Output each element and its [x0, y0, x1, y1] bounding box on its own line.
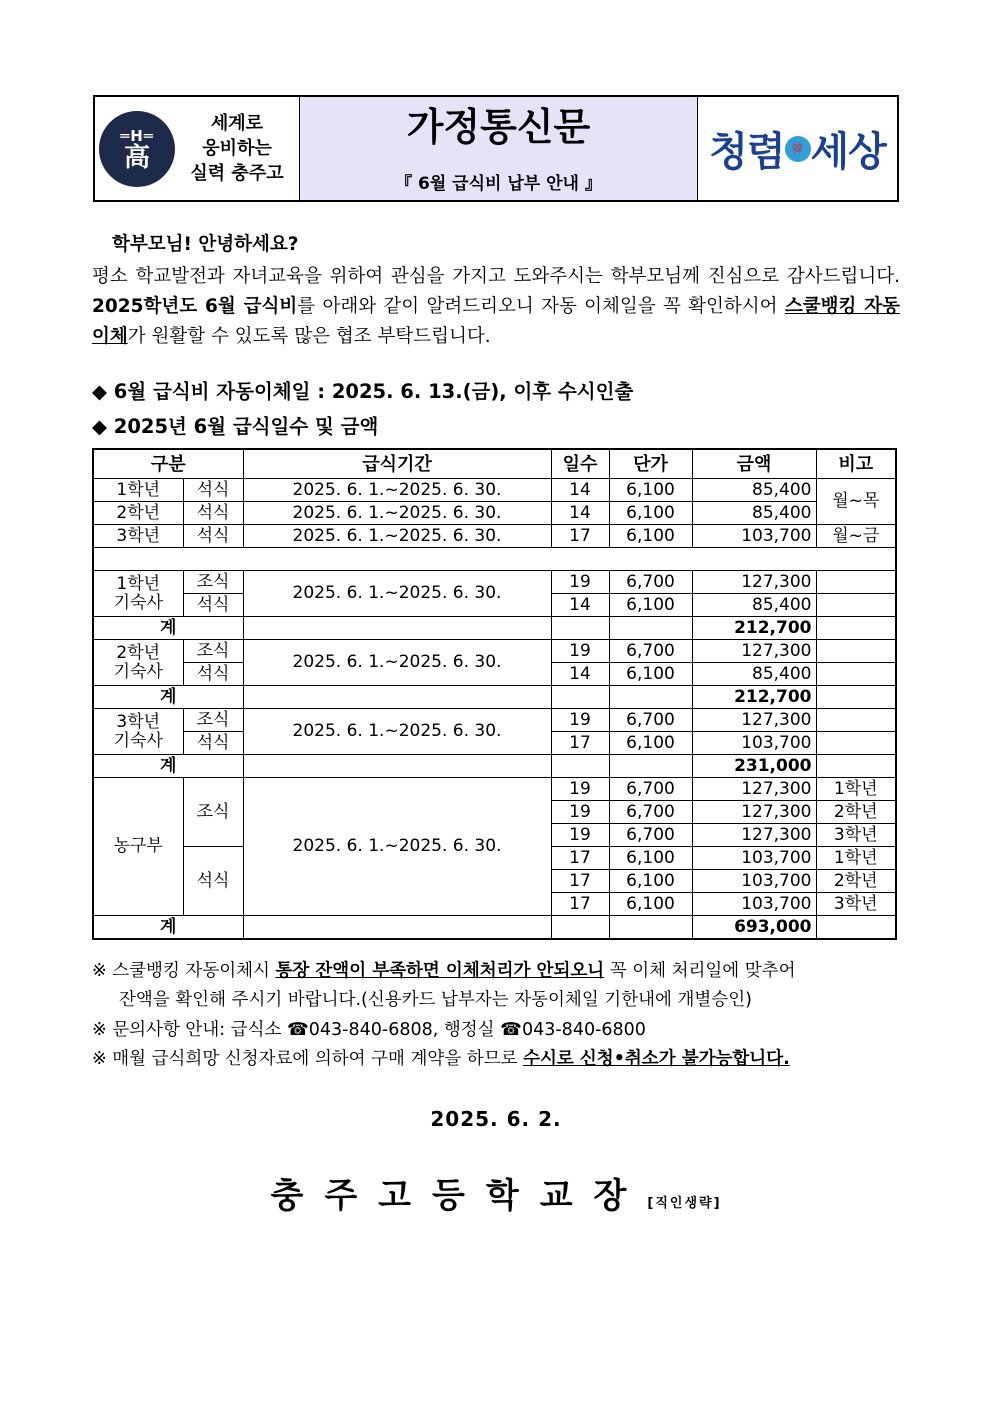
text-segment: 꼭 이체 처리일에 맞추어: [604, 961, 796, 981]
table-cell: 127,300: [692, 571, 816, 594]
table-cell: 석식: [183, 525, 243, 548]
table-cell: 6,700: [609, 571, 692, 594]
intro-paragraph: [92, 262, 900, 352]
table-cell: 계: [93, 686, 243, 709]
table-cell: [243, 617, 551, 640]
table-cell: 19: [551, 778, 609, 801]
seal-omitted: [직인생략]: [647, 1196, 722, 1211]
table-cell: 6,700: [609, 801, 692, 824]
table-cell: [816, 571, 896, 594]
table-cell: [816, 916, 896, 940]
table-cell: 6,700: [609, 709, 692, 732]
table-cell: 212,700: [692, 617, 816, 640]
table-cell: 2025. 6. 1.~2025. 6. 30.: [243, 571, 551, 617]
table-cell: 212,700: [692, 686, 816, 709]
text-segment: 수시로 신청•취소가 불가능합니다.: [523, 1049, 790, 1069]
table-cell: 석식: [183, 502, 243, 525]
table-cell: 85,400: [692, 502, 816, 525]
issue-date: 2025. 6. 2.: [430, 1107, 562, 1131]
table-cell: [816, 732, 896, 755]
table-cell: 2025. 6. 1.~2025. 6. 30.: [243, 640, 551, 686]
text-segment: 2025학년도 6월 급식비: [92, 296, 298, 317]
note-balance: [92, 957, 900, 986]
document-header: [93, 95, 899, 202]
table-cell: [609, 755, 692, 778]
table-row: [93, 502, 896, 525]
table-cell: 6,100: [609, 594, 692, 617]
table-cell: 조식: [183, 709, 243, 732]
grand-total-row: [93, 916, 896, 940]
table-cell: 2025. 6. 1.~2025. 6. 30.: [243, 778, 551, 916]
table-cell: [609, 686, 692, 709]
table-cell: 85,400: [692, 479, 816, 502]
note-balance-cont: 잔액을 확인해 주시기 바랍니다.(신용카드 납부자는 자동이체일 기한내에 개별승인): [119, 990, 752, 1010]
table-cell: 231,000: [692, 755, 816, 778]
table-cell: 17: [551, 847, 609, 870]
table-cell: 17: [551, 893, 609, 916]
table-cell: [816, 686, 896, 709]
table-cell: 127,300: [692, 640, 816, 663]
table-cell: 17: [551, 732, 609, 755]
table-cell: 127,300: [692, 778, 816, 801]
table-cell: [816, 663, 896, 686]
table-cell: [816, 640, 896, 663]
table-cell: [551, 916, 609, 940]
table-cell: 석식: [183, 594, 243, 617]
table-cell: 6,100: [609, 732, 692, 755]
table-cell: 월~금: [816, 525, 896, 548]
table-cell: 석식: [183, 847, 243, 916]
page-title: 가정통신문: [406, 105, 591, 149]
text-segment: 를 아래와 같이 알려드리오니 자동 이체일을 꼭 확인하시어: [297, 296, 785, 317]
signature-line: [0, 1168, 992, 1217]
table-cell: 급식기간: [243, 449, 551, 479]
table-cell: 14: [551, 663, 609, 686]
text-segment: 평소 학교발전과 자녀교육을 위하여 관심을 가지고 도와주시는 학부모님께 진심으로 감사드립니다.: [92, 266, 900, 287]
table-cell: 14: [551, 502, 609, 525]
table-cell: 6,700: [609, 824, 692, 847]
text-segment: ※ 문의사항 안내: 급식소: [92, 1020, 287, 1040]
school-emblem-icon: ═H═ 高: [99, 111, 175, 187]
table-cell: 2025. 6. 1.~2025. 6. 30.: [243, 479, 551, 502]
meal-fee-table: [92, 448, 897, 940]
table-cell: 103,700: [692, 732, 816, 755]
table-cell: 127,300: [692, 824, 816, 847]
table-cell: 103,700: [692, 870, 816, 893]
table-row: [93, 525, 896, 548]
table-cell: 금액: [692, 449, 816, 479]
table-cell: 85,400: [692, 594, 816, 617]
table-cell: 1학년: [93, 479, 183, 502]
table-cell: [551, 617, 609, 640]
table-cell: [243, 686, 551, 709]
table-heading: ◆ 2025년 6월 급식일수 및 금액: [92, 415, 379, 438]
table-row: [93, 709, 896, 732]
principal-name: 충주고등학교장: [270, 1176, 648, 1216]
table-cell: 693,000: [692, 916, 816, 940]
table-cell: 6,100: [609, 893, 692, 916]
subtotal-row: [93, 617, 896, 640]
text-segment: ※ 매월 급식희망 신청자료에 의하여 구매 계약을 하므로: [92, 1049, 524, 1069]
table-cell: [609, 916, 692, 940]
table-cell: 계: [93, 755, 243, 778]
text-segment: 043-840-6808, 행정실: [308, 1020, 501, 1040]
table-cell: 3학년: [816, 893, 896, 916]
korea-mark-icon: 韓: [785, 136, 811, 162]
table-row: [93, 640, 896, 663]
table-cell: 석식: [183, 479, 243, 502]
table-cell: 19: [551, 709, 609, 732]
table-cell: 월~목: [816, 479, 896, 525]
table-cell: 127,300: [692, 801, 816, 824]
table-cell: 6,100: [609, 870, 692, 893]
table-cell: 2025. 6. 1.~2025. 6. 30.: [243, 709, 551, 755]
table-cell: 19: [551, 824, 609, 847]
table-cell: 2025. 6. 1.~2025. 6. 30.: [243, 502, 551, 525]
table-cell: 19: [551, 801, 609, 824]
table-cell: 2학년: [816, 870, 896, 893]
subtotal-row: [93, 686, 896, 709]
table-cell: 6,700: [609, 640, 692, 663]
table-cell: 계: [93, 916, 243, 940]
title-block: [300, 97, 698, 200]
table-cell: 14: [551, 594, 609, 617]
table-cell: 농구부: [93, 778, 183, 916]
page-subtitle: 『 6월 급식비 납부 안내 』: [395, 174, 602, 194]
table-cell: [816, 617, 896, 640]
table-cell: [243, 755, 551, 778]
text-segment: 043-840-6800: [521, 1020, 646, 1040]
text-segment: 스쿨뱅킹 자동이체: [92, 296, 901, 347]
table-cell: 6,100: [609, 525, 692, 548]
table-cell: 구분: [93, 449, 243, 479]
school-motto: 세계로 웅비하는 실력 충주고: [190, 113, 284, 184]
table-cell: 17: [551, 525, 609, 548]
table-cell: [551, 686, 609, 709]
table-cell: 17: [551, 870, 609, 893]
table-cell: 2025. 6. 1.~2025. 6. 30.: [243, 525, 551, 548]
table-cell: 6,100: [609, 479, 692, 502]
table-cell: 2학년: [93, 502, 183, 525]
table-cell: 1학년 기숙사: [93, 571, 183, 617]
table-cell: 석식: [183, 663, 243, 686]
table-cell: [816, 709, 896, 732]
table-cell: [609, 617, 692, 640]
note-contact: [92, 1016, 900, 1045]
table-cell: 3학년 기숙사: [93, 709, 183, 755]
table-cell: 조식: [183, 778, 243, 847]
table-cell: 85,400: [692, 663, 816, 686]
school-logo-block: [95, 97, 300, 200]
table-cell: 1학년: [816, 778, 896, 801]
table-cell: [551, 755, 609, 778]
table-cell: 19: [551, 571, 609, 594]
table-cell: 비고: [816, 449, 896, 479]
table-cell: 3학년: [816, 824, 896, 847]
table-cell: 127,300: [692, 709, 816, 732]
subtotal-row: [93, 755, 896, 778]
table-cell: 일수: [551, 449, 609, 479]
text-segment: 가 원활할 수 있도록 많은 협조 부탁드립니다.: [127, 326, 491, 347]
table-cell: 3학년: [93, 525, 183, 548]
table-cell: 6,100: [609, 663, 692, 686]
table-header-row: [93, 449, 896, 479]
table-cell: 단가: [609, 449, 692, 479]
table-cell: 6,100: [609, 502, 692, 525]
greeting: 학부모님! 안녕하세요?: [112, 234, 299, 255]
table-row: [93, 479, 896, 502]
table-cell: 19: [551, 640, 609, 663]
table-spacer-row: [93, 548, 896, 571]
note-cancel: [92, 1045, 900, 1074]
phone-icon: ☎: [500, 1020, 522, 1040]
table-cell: 계: [93, 617, 243, 640]
table-cell: 조식: [183, 640, 243, 663]
table-cell: 103,700: [692, 893, 816, 916]
table-cell: 14: [551, 479, 609, 502]
table-cell: 103,700: [692, 525, 816, 548]
table-cell: 6,100: [609, 847, 692, 870]
table-cell: 조식: [183, 571, 243, 594]
text-segment: ※ 스쿨뱅킹 자동이체시: [92, 961, 276, 981]
table-cell: [243, 916, 551, 940]
table-cell: [93, 548, 896, 571]
table-cell: 1학년: [816, 847, 896, 870]
integrity-logo: 청렴 韓 세상: [709, 128, 886, 175]
table-cell: 2학년: [816, 801, 896, 824]
table-cell: 103,700: [692, 847, 816, 870]
table-row: [93, 778, 896, 801]
table-cell: [816, 594, 896, 617]
table-cell: 2학년 기숙사: [93, 640, 183, 686]
auto-debit-date: ◆ 6월 급식비 자동이체일 : 2025. 6. 13.(금), 이후 수시인출: [92, 380, 634, 403]
table-cell: [816, 755, 896, 778]
table-cell: 6,700: [609, 778, 692, 801]
table-row: [93, 571, 896, 594]
text-segment: 통장 잔액이 부족하면 이체처리가 안되오니: [275, 961, 605, 981]
table-cell: 석식: [183, 732, 243, 755]
phone-icon: ☎: [286, 1020, 309, 1040]
